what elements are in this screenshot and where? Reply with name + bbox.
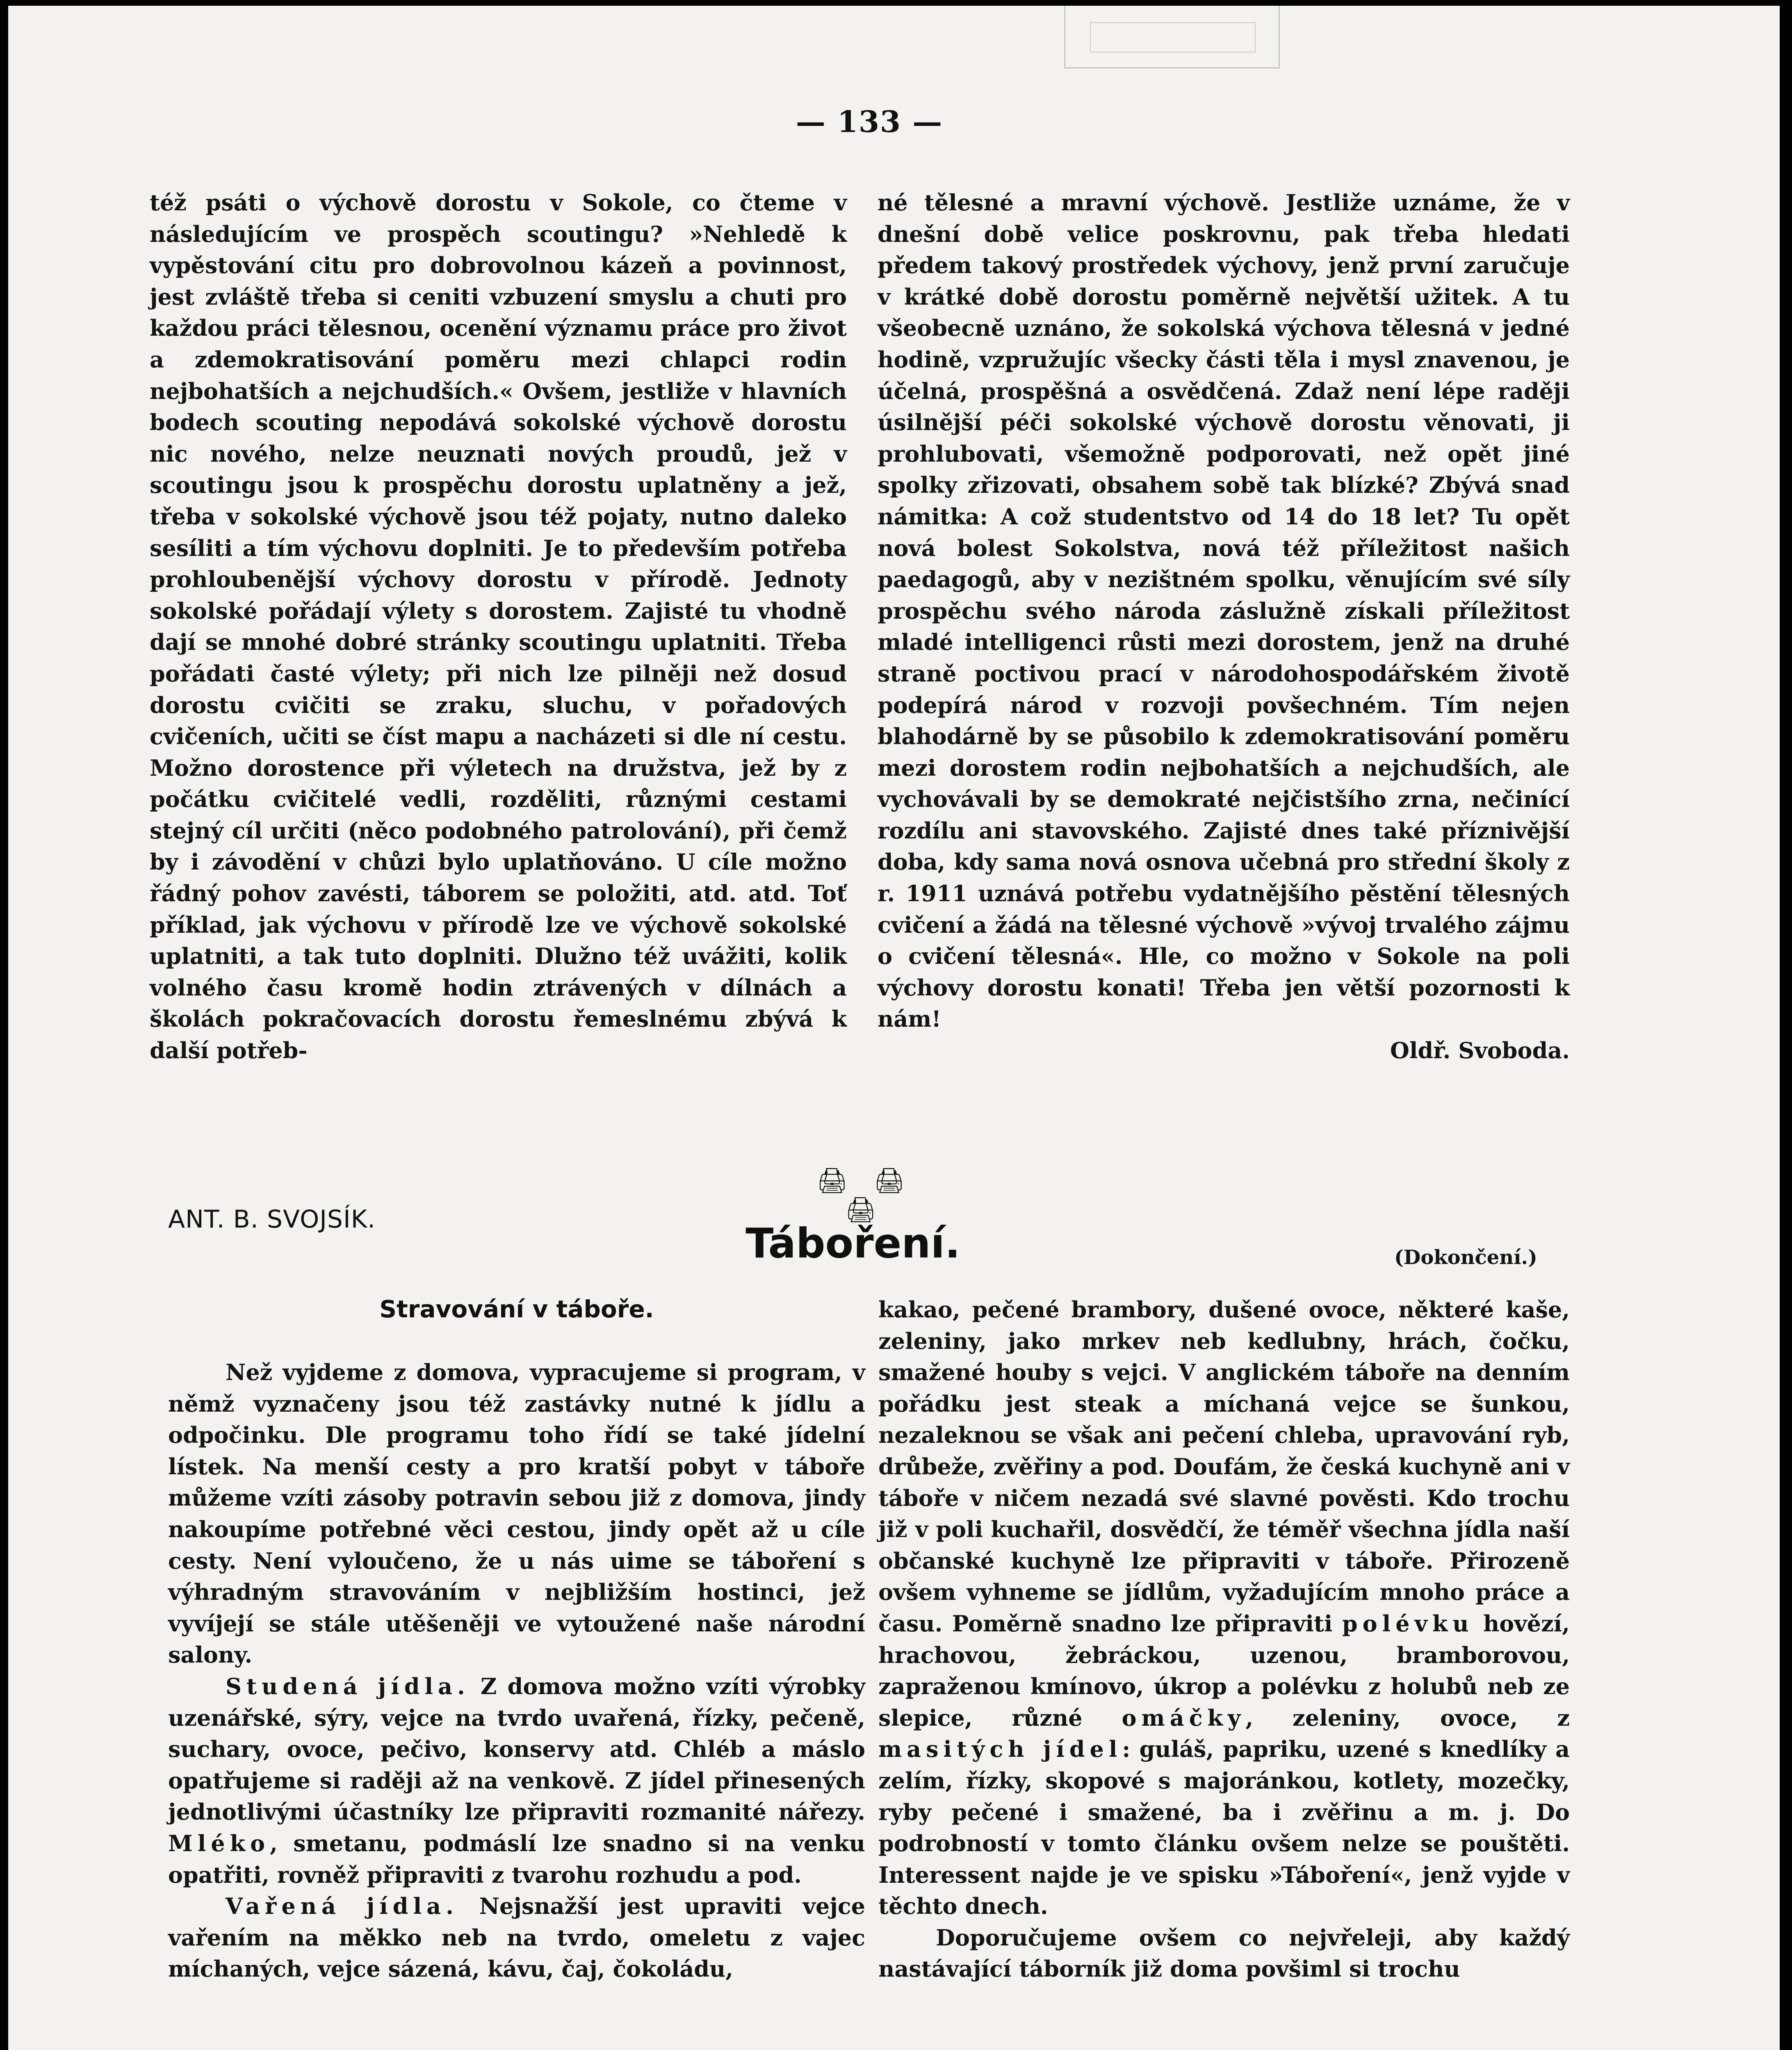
body-paragraph: Studená jídla. Z domova možno vzíti výrobky uzenářské, sýry, vejce na tvrdo uvařená, řízky, pečeně, suchary, ovoce, pečivo, konservy atd. Chléb a máslo opatřujeme si raději až na venkově. Z jídel přinesených jednotlivými účastníky lze připraviti rozmanité nářezy. Mléko, smetanu, podmáslí lze snadno si na venku opatřiti, rovněž připraviti z tvarohu rozhudu a pod.	[168, 1673, 865, 1888]
continued-note: (Dokončení.)	[1394, 1246, 1537, 1269]
article-author: ANT. B. SVOJSÍK.	[168, 1205, 376, 1234]
paragraph-lead: Studená jídla.	[226, 1673, 470, 1699]
body-paragraph: Vařená jídla. Nejsnažší jest upraviti vejce vařením na měkko neb na tvrdo, omeletu z vajec míchaných, vejce sázená, kávu, čaj, čokoládu,	[168, 1893, 865, 1982]
scanned-page	[8, 6, 1780, 2050]
body-paragraph: Než vyjdeme z domova, vypracujeme si program, v němž vyznačeny jsou též zastávky nutné k jídlu a odpočinku. Dle programu toho řídí se také jídelní lístek. Na menší cesty a pro kratší pobyt v táboře můžeme vzíti zásoby potravin sebou již z domova, jindy nakoupíme potřebné věci cestou, jindy opět až u cíle cesty. Není vyloučeno, že u nás uime se táboření s výhradným stravováním v nejbližším hostinci, jež vyvíjejí se stále utěšeněji ve vytoužené naše národní salony.	[168, 1359, 865, 1668]
library-stamp	[1064, 6, 1280, 68]
prev-article-left-column	[150, 187, 847, 1066]
body-paragraph: kakao, pečené brambory, dušené ovoce, některé kaše, zeleniny, jako mrkev neb kedlubny, hrách, čočku, smažené houby s vejci. V anglickém táboře na denním pořádku jest steak a míchaná vejce se šunkou, nezaleknou se však ani pečení chleba, upravování ryb, drůbeže, zvěřiny a pod. Doufám, že česká kuchyně ani v táboře v ničem nezadá své slavné pověsti. Kdo trochu již v poli kuchařil, dosvědčí, že téměř všechna jídla naší občanské kuchyně lze připraviti v táboře. Přirozeně ovšem vyhneme se jídlům, vyžadujícím mnoho práce a času. Poměrně snadno lze připraviti polévku hovězí, hrachovou, žebráckou, uzenou, bramborovou, zapraženou kmínovo, úkrop a polévku z holubů neb ze slepice, různé omáčky, zeleniny, ovoce, z masitých jídel: guláš, papriku, uzené s knedlíky a zelím, řízky, skopové s majoránkou, kotlety, mozečky, ryby pečené i smažené, ba i zvěřinu a m. j. Do podrobností v tomto článku ovšem nelze se pouštěti. Interessent najde je ve spisku »Táboření«, jenž vyjde v těchto dnech.	[878, 1296, 1570, 1920]
body-paragraph: né tělesné a mravní výchově. Jestliže uznáme, že v dnešní době velice poskrovnu, pak třeba hledati předem takový prostředek výchovy, jenž první zaručuje v krátké době dorostu poměrně největší užitek. A tu všeobecně uznáno, že sokolská výchova tělesná v jedné hodině, vzpružujíc všecky části těla i mysl znavenou, je účelná, prospěšná a osvědčená. Zdaž není lépe raději úsilnější péči sokolské výchově dorostu věnovati, ji prohlubovati, všemožně podporovati, než opět jiné spolky zřizovati, obsahem sobě tak blízké? Zbývá snad námitka: A což studentstvo od 14 do 18 let? Tu opět nová bolest Sokolstva, nová též příležitost našich paedagogů, aby v nezištném spolku, věnujícím své síly prospěchu svého národa záslužně získali příležitost mladé intelligenci růsti mezi dorostem, jenž na druhé straně poctivou prací v národohospodářském životě podepírá národ v rozvoji povšechném. Tím nejen blahodárně by se působilo k zdemokratisování poměru mezi dorostem rodin nejbohatších a nejchudších, ale vychovávali by se demokraté nejčistšího zrna, nečinící rozdílu ani stavovského. Zajisté dnes také příznivější doba, kdy sama nová osnova učebná pro střední školy z r. 1911 uznává potřebu vydatnějšího pěstění tělesných cvičení a žádá na tělesné výchově »vývoj trvalého zájmu o cvičení tělesná«. Hle, co možno v Sokole na poli výchovy dorostu konati! Třeba jen větší pozornosti k nám!	[878, 189, 1570, 1032]
emphasis-word: omáčky	[1122, 1704, 1246, 1731]
page-number: — 133 —	[796, 104, 943, 139]
body-paragraph: též psáti o výchově dorostu v Sokole, co čteme v následujícím ve prospěch scoutingu? »Nehledě k vypěstování citu pro dobrovolnou kázeň a povinnost, jest zvláště třeba si ceniti vzbuzení smyslu a chuti pro každou práci tělesnou, ocenění významu práce pro život a zdemokratisování poměru mezi chlapci rodin nejbohatších a nejchudších.« Ovšem, jestliže v hlavních bodech scouting nepodává sokolské výchově dorostu nic nového, nelze neuznati nových proudů, jež v scoutingu jsou k prospěchu dorostu uplatněny a jež, třeba v sokolské výchově jsou též pojaty, nutno daleko sesíliti a tím výchovu doplniti. Je to především potřeba prohloubenější výchovy dorostu v přírodě. Jednoty sokolské pořádají výlety s dorostem. Zajisté tu vhodně dají se mnohé dobré stránky scoutingu uplatniti. Třeba pořádati časté výlety; při nich lze pilněji než dosud dorostu cvičiti se zraku, sluchu, v pořadových cvičeních, učiti se číst mapu a nacházeti si dle ní cestu. Možno dorostence při výletech na družstva, jež by z počátku cvičitelé vedli, rozděliti, různými cestami stejný cíl určiti (něco podobného patrolování), při čemž by i závodění v chůzi bylo uplatňováno. U cíle možno řádný pohov zavésti, táborem se položiti, atd. atd. Toť příklad, jak výchovu v přírodě lze ve výchově sokolské uplatniti, a tak tuto doplniti. Dlužno též uvážiti, kolik volného času kromě hodin ztrávených v dílnách a školách pokračovacích dorostu řemeslnému zbývá k další potřeb-	[150, 189, 847, 1064]
emphasis-word: Mléko	[168, 1830, 270, 1856]
prev-article-right-column	[878, 187, 1570, 1066]
article-right-column	[878, 1294, 1570, 1985]
article-left-column	[168, 1357, 865, 1985]
body-paragraph: Doporučujeme ovšem co nejvřeleji, aby každý nastávající táborník již doma povšiml si trochu	[878, 1924, 1570, 1982]
emphasis-word: polévku	[1342, 1610, 1474, 1637]
article-signature: Oldř. Svoboda.	[1390, 1037, 1570, 1064]
section-ornament: 🖨 🖨 🖨	[816, 1166, 914, 1224]
article-title: Táboření.	[746, 1219, 960, 1267]
section-heading: Stravování v táboře.	[379, 1295, 654, 1323]
paragraph-lead: Vařená jídla.	[226, 1893, 458, 1920]
emphasis-word: masitých jídel	[878, 1736, 1122, 1763]
